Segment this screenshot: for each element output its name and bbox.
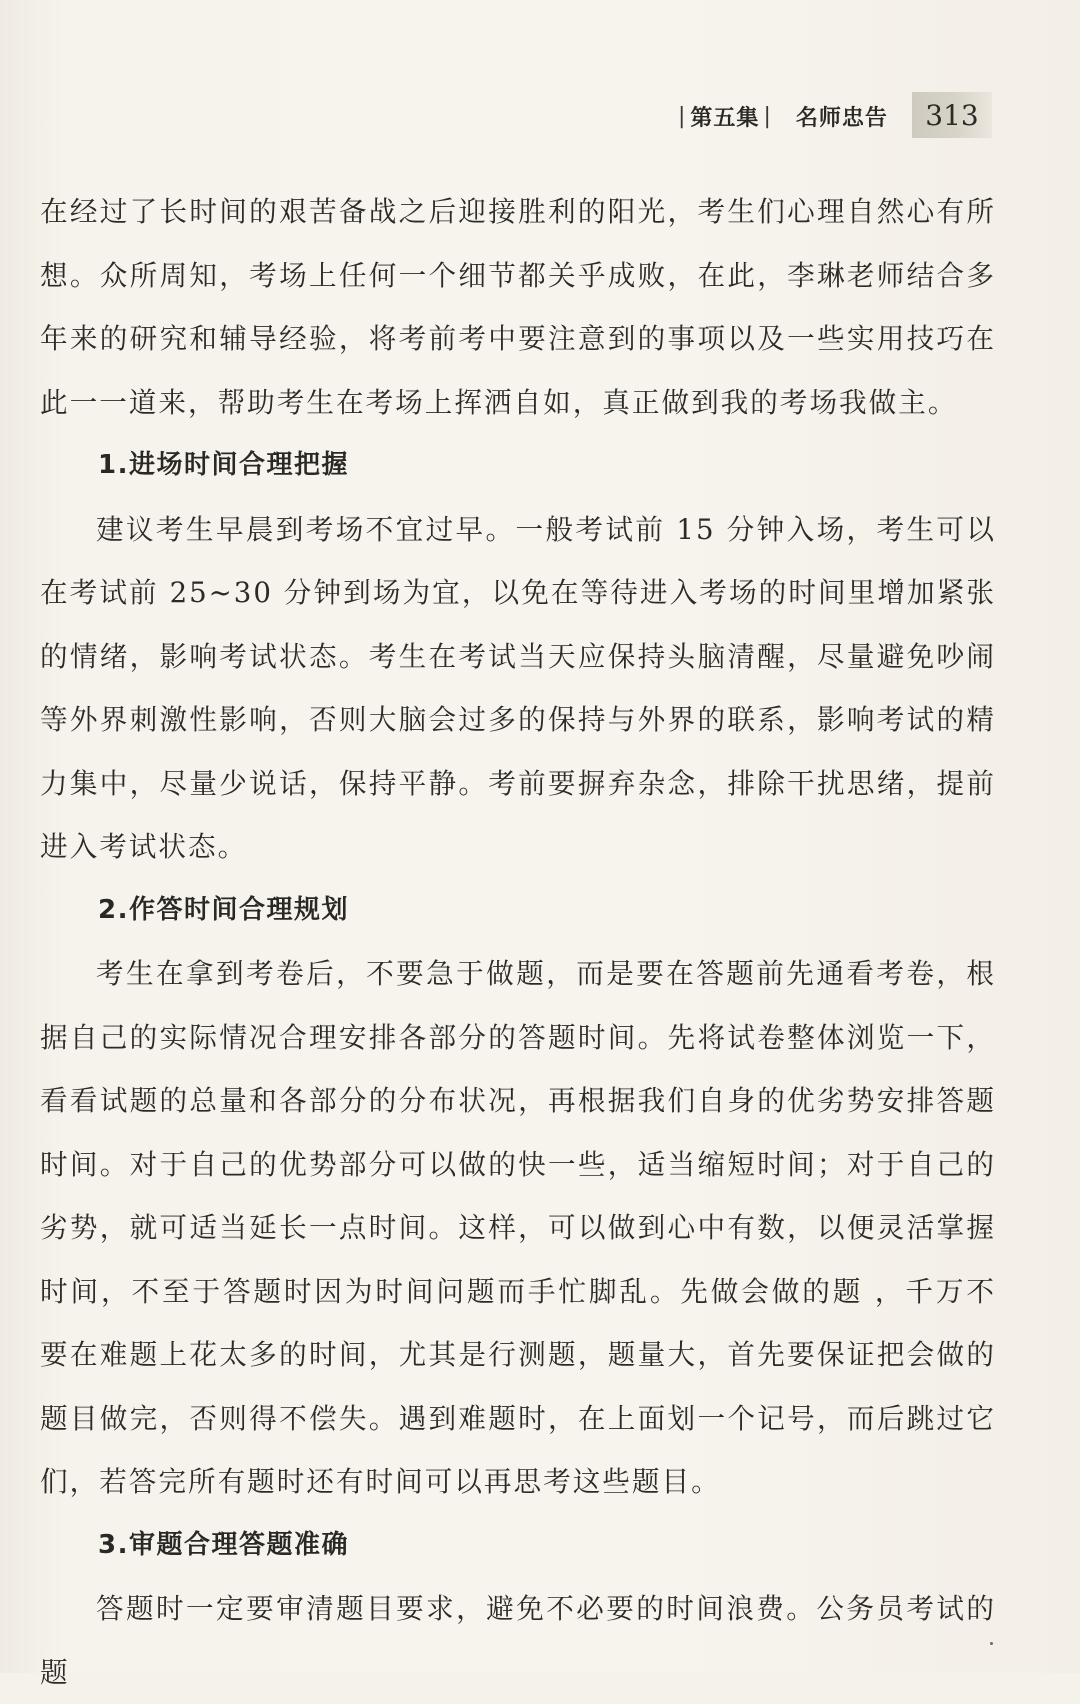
running-head-collection: 第五集 bbox=[690, 105, 760, 131]
intro-paragraph: 在经过了长时间的艰苦备战之后迎接胜利的阳光，考生们心理自然心有所想。众所周知，考场上任何一个细节都关乎成败，在此，李琳老师结合多年来的研究和辅导经验，将考前考中要注意到的事项以及一些实用技巧在此一一道来，帮助考生在考场上挥洒自如，真正做到我的考场我做主。 bbox=[40, 195, 996, 419]
section-heading-3: 3.审题合理答题准确 bbox=[98, 1529, 349, 1560]
print-speck bbox=[990, 1642, 993, 1645]
section-paragraph-2: 考生在拿到考卷后，不要急于做题，而是要在答题前先通看考卷，根据自己的实际情况合理安排各部分的答题时间。先将试卷整体浏览一下，看看试题的总量和各部分的分布状况，再根据我们自身的优劣势安排答题时间。对于自己的优势部分可以做的快一些，适当缩短时间；对于自己的劣势，就可适当延长一点时间。这样，可以做到心中有数，以便灵活掌握时间，不至于答题时因为时间问题而手忙脚乱。先做会做的题 ，千万不要在难题上花太多的时间，尤其是行测题，题量大，首先要保证把会做的题目做完，否则得不偿失。遇到难题时，在上面划一个记号，而后跳过它们，若答完所有题时还有时间可以再思考这些题目。 bbox=[40, 957, 996, 1498]
running-head-divider: | bbox=[678, 103, 687, 129]
running-head-title: 名师忠告 bbox=[795, 105, 888, 131]
section-paragraph-1: 建议考生早晨到考场不宜过早。一般考试前 15 分钟入场，考生可以在考试前 25~30 分钟到场为宜，以免在等待进入考场的时间里增加紧张的情绪，影响考试状态。考生在考试当天应保持头脑清醒，尽量避免吵闹等外界刺激性影响，否则大脑会过多的保持与外界的联系，影响考试的精力集中，尽量少说话，保持平静。考前要摒弃杂念，排除干扰思绪，提前进入考试状态。 bbox=[40, 512, 996, 863]
page-number: 313 bbox=[912, 92, 992, 138]
running-head-divider: | bbox=[763, 103, 772, 129]
running-head bbox=[674, 96, 888, 136]
body-text bbox=[40, 180, 996, 1704]
section-paragraph-3: 答题时一定要审清题目要求，避免不必要的时间浪费。公务员考试的题 bbox=[40, 1592, 996, 1689]
section-heading-1: 1.进场时间合理把握 bbox=[98, 450, 349, 480]
section-heading-2: 2.作答时间合理规划 bbox=[98, 894, 349, 925]
